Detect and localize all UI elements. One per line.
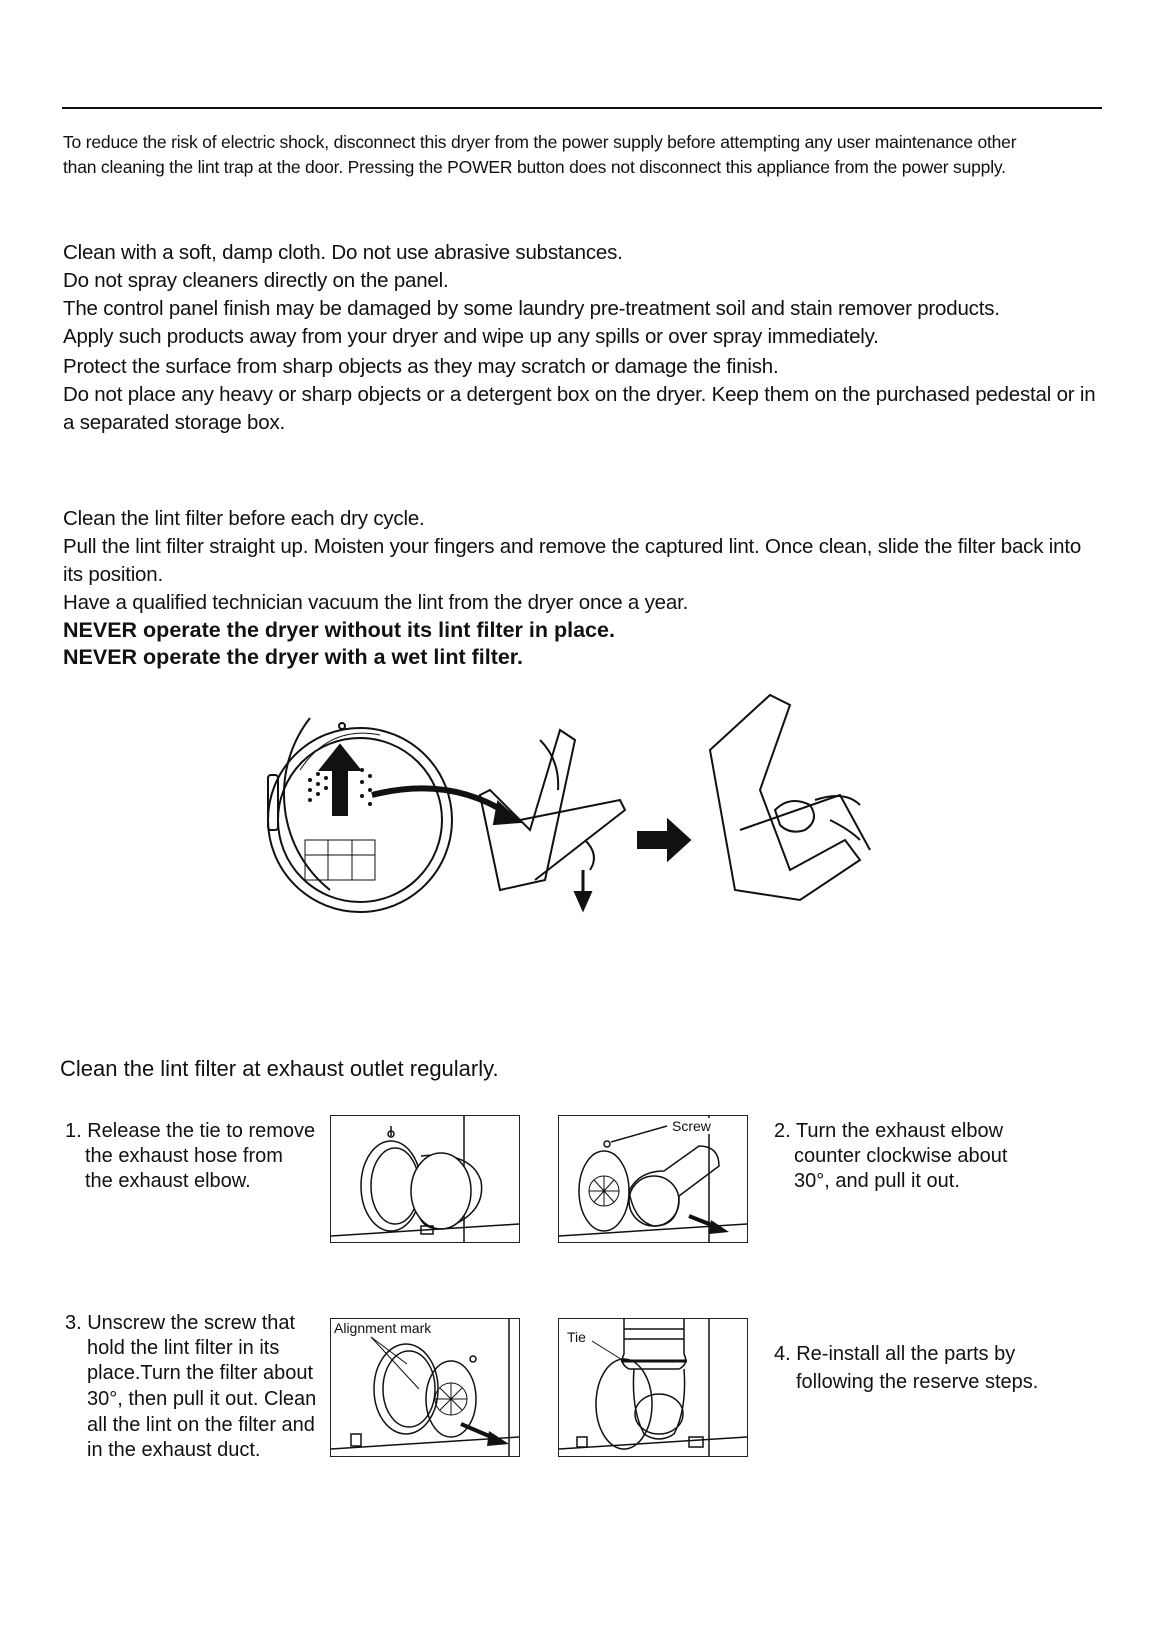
step2-figure [558, 1115, 748, 1243]
warning-line-1: To reduce the risk of electric shock, disconnect this dryer from the power supply before attempting any user maintenance other [63, 132, 1017, 152]
lint-warning-1: NEVER operate the dryer without its lint filter in place. [63, 618, 615, 642]
warning-line-2: than cleaning the lint trap at the door. Pressing the POWER button does not disconnect this appliance from the power supply. [63, 157, 1006, 177]
step3-figure [330, 1318, 520, 1457]
panel-line-5: Protect the surface from sharp objects as they may scratch or damage the finish. [63, 355, 779, 378]
tie-callout: Tie [567, 1329, 586, 1345]
step1-figure [330, 1115, 520, 1243]
panel-line-6: Do not place any heavy or sharp objects or a detergent box on the dryer. Keep them on the purchased pedestal or in [63, 383, 1096, 406]
step3-line-5: all the lint on the filter and [87, 1414, 315, 1436]
step3-line-3: place.Turn the filter about [87, 1362, 314, 1384]
alignment-mark-callout: Alignment mark [334, 1320, 432, 1336]
step1-line-2: the exhaust hose from [85, 1145, 283, 1167]
lint-line-1: Clean the lint filter before each dry cycle. [63, 507, 425, 530]
step3-line-2: hold the lint filter in its [87, 1337, 280, 1359]
step3-line-4: 30°, then pull it out. Clean [87, 1388, 317, 1410]
exhaust-heading: Clean the lint filter at exhaust outlet regularly. [60, 1056, 499, 1081]
panel-line-3: The control panel finish may be damaged by some laundry pre-treatment soil and stain remover products. [63, 297, 1000, 320]
top-rule [62, 107, 1102, 109]
step2-line-3: 30°, and pull it out. [794, 1170, 960, 1192]
panel-line-4: Apply such products away from your dryer and wipe up any spills or over spray immediately. [63, 325, 879, 348]
step4-line-1: 4. Re-install all the parts by [774, 1343, 1016, 1365]
step1-line-1: 1. Release the tie to remove [65, 1120, 316, 1142]
step2-line-1: 2. Turn the exhaust elbow [774, 1120, 1004, 1142]
step3-line-1: 3. Unscrew the screw that [65, 1312, 296, 1334]
lint-warning-2: NEVER operate the dryer with a wet lint filter. [63, 645, 523, 669]
lint-line-2: Pull the lint filter straight up. Moisten your fingers and remove the captured lint. Once clean, slide the filter back into [63, 535, 1082, 558]
lint-filter-illustration [0, 710, 1165, 970]
step3-line-6: in the exhaust duct. [87, 1439, 261, 1461]
step4-figure [558, 1318, 748, 1457]
step2-line-2: counter clockwise about [794, 1145, 1008, 1167]
panel-line-1: Clean with a soft, damp cloth. Do not use abrasive substances. [63, 241, 623, 264]
lint-line-3: its position. [63, 563, 163, 586]
step1-line-3: the exhaust elbow. [85, 1170, 251, 1192]
screw-callout: Screw [672, 1118, 711, 1134]
step4-line-2: following the reserve steps. [796, 1371, 1039, 1393]
panel-line-2: Do not spray cleaners directly on the panel. [63, 269, 449, 292]
panel-line-7: a separated storage box. [63, 411, 285, 434]
lint-line-4: Have a qualified technician vacuum the lint from the dryer once a year. [63, 591, 689, 614]
